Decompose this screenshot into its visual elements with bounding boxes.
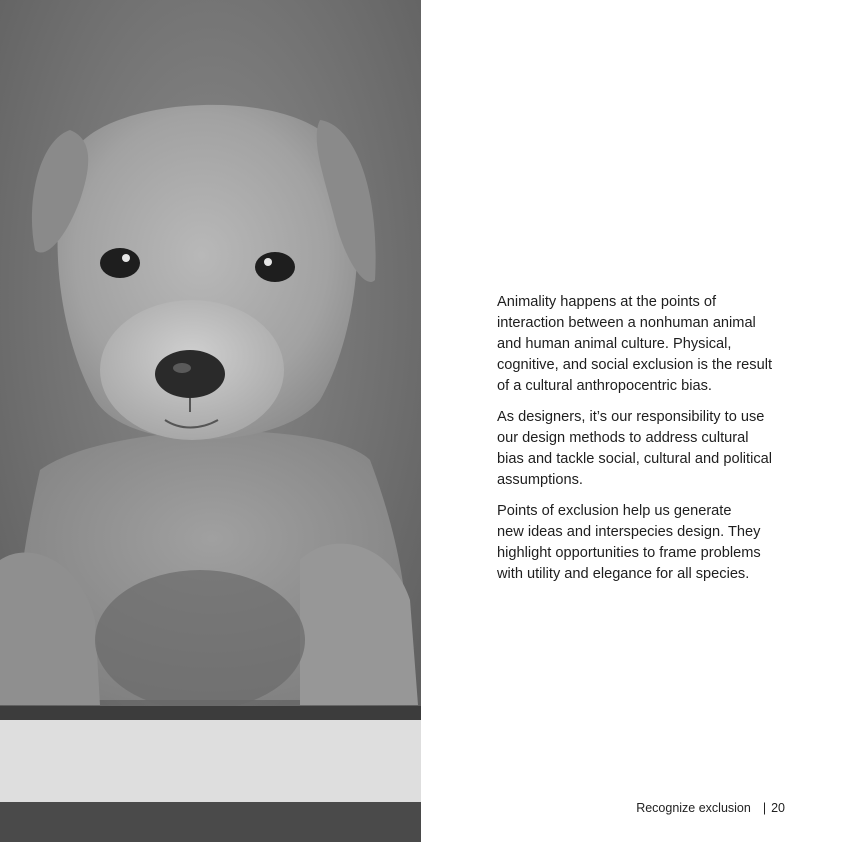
page-number: 20 bbox=[771, 801, 785, 815]
paragraph-points-of-exclusion: Points of exclusion help us generate new ideas and interspecies design. They highlight opportunities to frame problems with utility and elegance for all species. bbox=[497, 503, 761, 582]
footer-separator: | bbox=[762, 801, 767, 815]
footer-section-title: Recognize exclusion bbox=[636, 801, 751, 815]
paragraph-animality: Animality happens at the points of interaction between a nonhuman animal and human animal culture. Physical, cognitive, and social exclusion is the result of a cultural anthropocentric bias. bbox=[497, 294, 772, 394]
paragraph-responsibility: As designers, it’s our responsibility to use our design methods to address cultural bias and tackle social, cultural and political assumptions. bbox=[497, 409, 773, 488]
page-footer bbox=[560, 801, 785, 815]
body-text bbox=[497, 292, 787, 595]
